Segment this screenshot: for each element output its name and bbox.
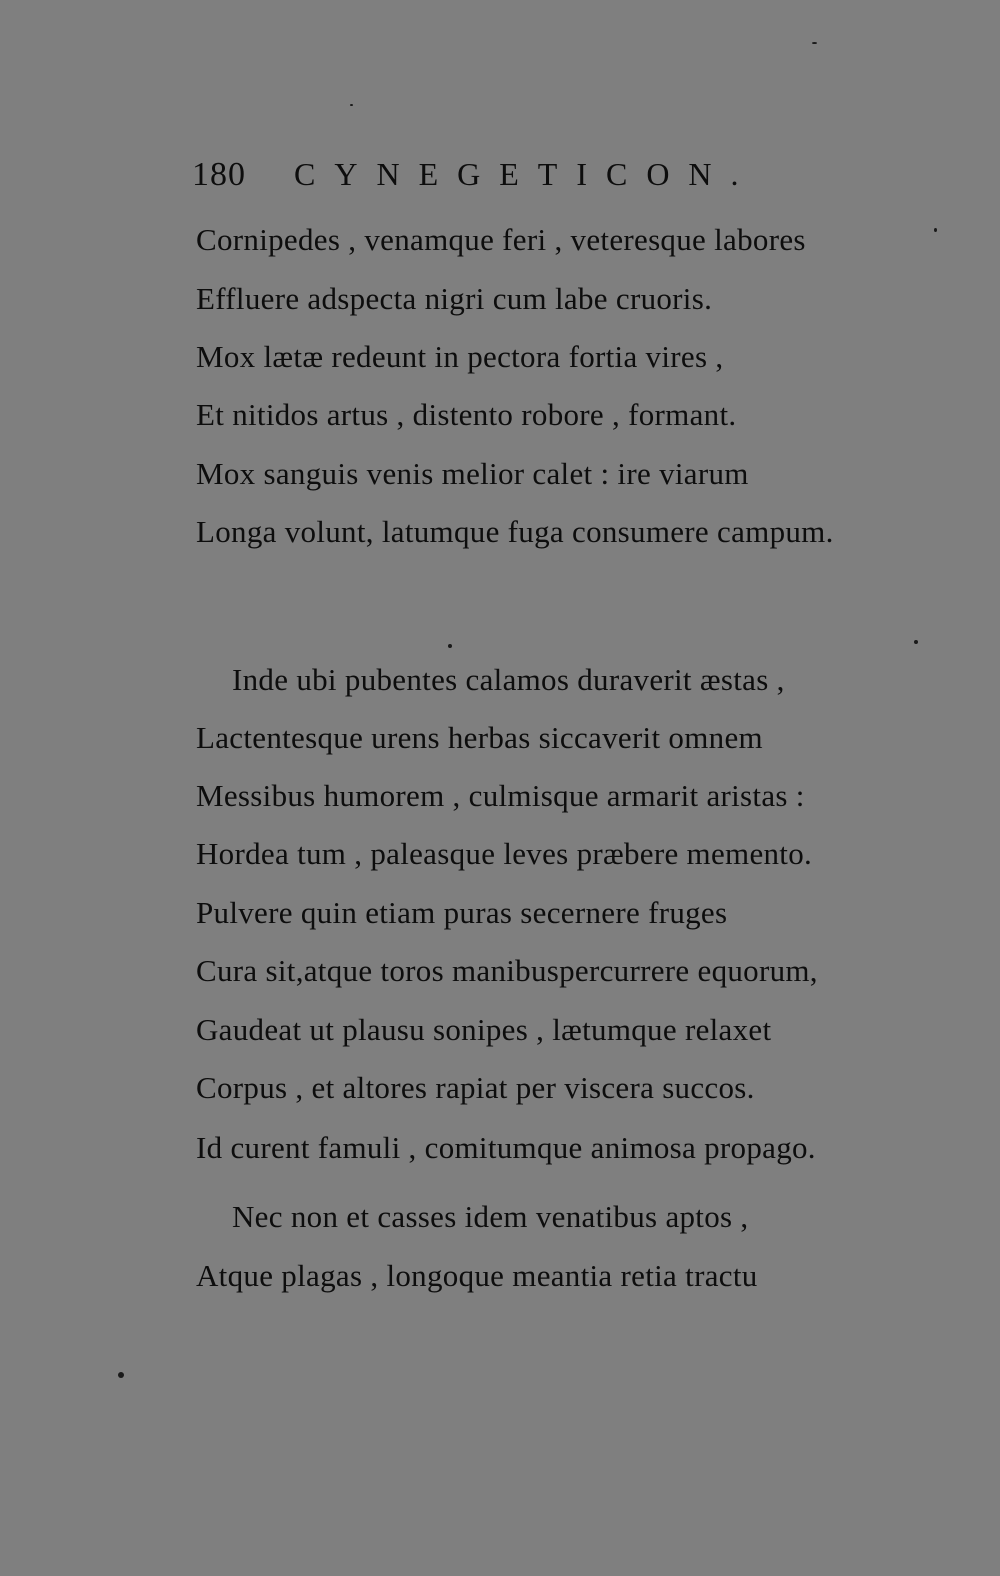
verse-line: Lactentesque urens herbas siccaverit omnem [196,720,763,755]
verse-line: Messibus humorem , culmisque armarit aristas : [196,778,805,813]
page-number: 180 [192,156,246,193]
verse-line: Inde ubi pubentes calamos duraverit æstas , [232,662,785,697]
verse-line: Mox lætæ redeunt in pectora fortia vires , [196,339,724,374]
verse-line: Effluere adspecta nigri cum labe cruoris. [196,281,713,316]
verse-line: Pulvere quin etiam puras secernere fruges [196,895,728,930]
verse-line: Corpus , et altores rapiat per viscera succos. [196,1070,755,1105]
scan-speck [914,640,918,644]
verse-line: Longa volunt, latumque fuga consumere campum. [196,514,834,549]
running-title: CYNEGETICON. [294,156,758,192]
scan-speck [350,104,353,106]
verse-line: Cura sit,atque toros manibuspercurrere equorum, [196,953,818,988]
verse-line: Id curent famuli , comitumque animosa propago. [196,1130,816,1165]
verse-line: Et nitidos artus , distento robore , formant. [196,397,737,432]
scan-speck [812,42,817,44]
verse-line: Cornipedes , venamque feri , veteresque labores [196,222,806,257]
verse-line: Gaudeat ut plausu sonipes , lætumque relaxet [196,1012,772,1047]
verse-line: Hordea tum , paleasque leves præbere memento. [196,836,813,871]
scan-speck [448,644,452,648]
verse-line: Nec non et casses idem venatibus aptos , [232,1199,749,1234]
scan-speck [934,228,937,232]
verse-line: Atque plagas , longoque meantia retia tractu [196,1258,758,1293]
scan-speck [118,1372,124,1378]
verse-line: Mox sanguis venis melior calet : ire viarum [196,456,749,491]
page-header [192,156,758,206]
